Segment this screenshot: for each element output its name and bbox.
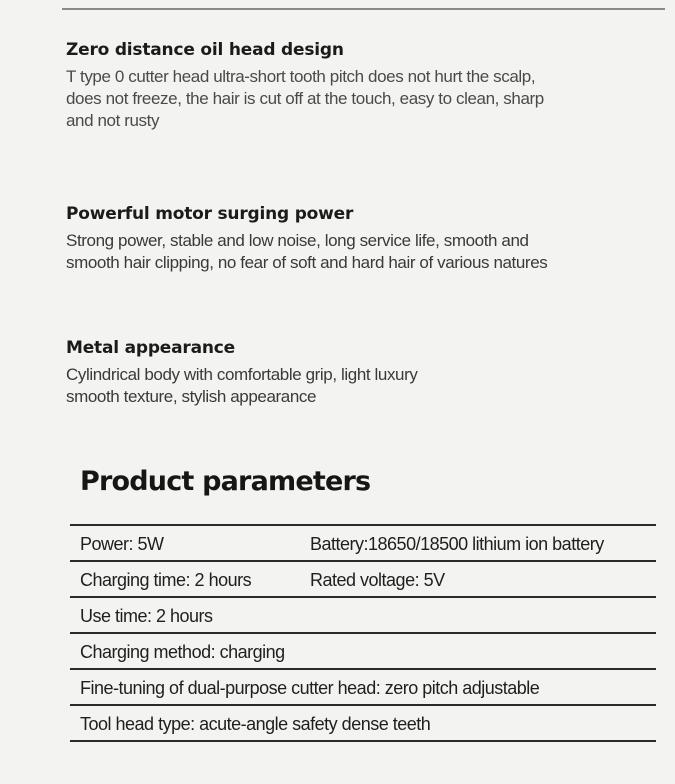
param-row [70, 596, 656, 632]
param-cell: Battery:18650/18500 lithium ion battery [310, 534, 604, 554]
param-row [70, 668, 656, 704]
feature-title: Powerful motor surging power [66, 204, 354, 224]
feature-desc-line: smooth hair clipping, no fear of soft and hard hair of various natures [66, 253, 548, 272]
param-cell: Charging method: charging [80, 642, 285, 662]
feature-desc-line: Strong power, stable and low noise, long service life, smooth and [66, 231, 529, 250]
param-cell: Tool head type: acute-angle safety dense teeth [80, 714, 431, 734]
feature-desc-line: T type 0 cutter head ultra-short tooth pitch does not hurt the scalp, [66, 67, 536, 86]
param-cell: Power: 5W [80, 534, 164, 554]
param-cell: Fine-tuning of dual-purpose cutter head: zero pitch adjustable [80, 678, 540, 698]
feature-desc-line: Cylindrical body with comfortable grip, light luxury [66, 365, 418, 384]
param-row [70, 632, 656, 668]
feature-desc-line: smooth texture, stylish appearance [66, 387, 317, 406]
param-row [70, 560, 656, 596]
param-row [70, 524, 656, 560]
param-cell: Rated voltage: 5V [310, 570, 445, 590]
feature-desc-line: does not freeze, the hair is cut off at the touch, easy to clean, sharp [66, 89, 544, 108]
feature-metal [66, 338, 666, 408]
top-divider [62, 8, 665, 10]
param-row [70, 704, 656, 742]
feature-title: Metal appearance [66, 338, 235, 358]
param-cell: Use time: 2 hours [80, 606, 213, 626]
feature-desc-line: and not rusty [66, 111, 160, 130]
product-parameters-heading: Product parameters [80, 466, 371, 497]
feature-title: Zero distance oil head design [66, 40, 344, 60]
feature-motor [66, 204, 666, 274]
feature-oil-head [66, 40, 666, 132]
parameters-table [70, 524, 656, 742]
param-cell: Charging time: 2 hours [80, 570, 252, 590]
